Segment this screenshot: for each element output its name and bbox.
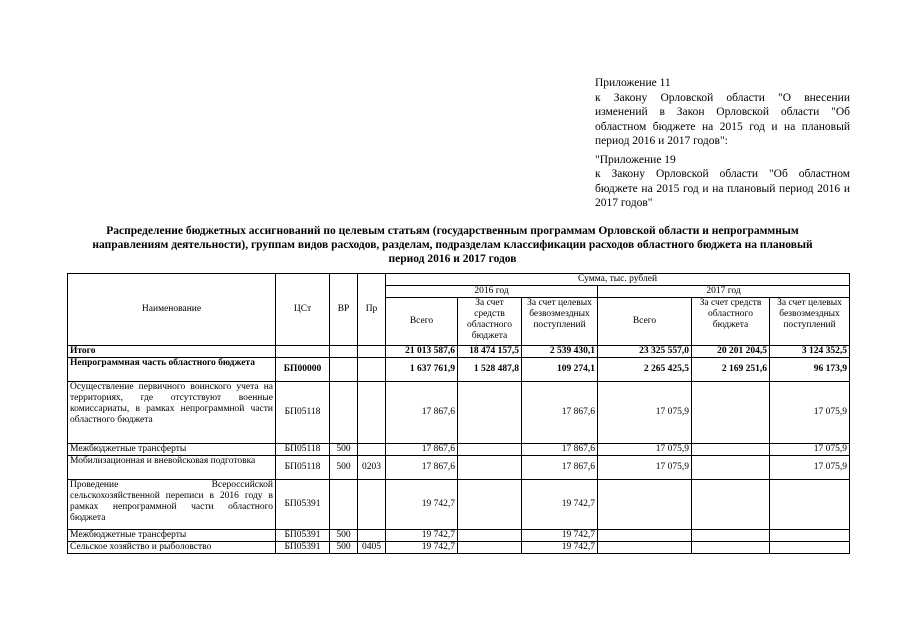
header-targeted-2016: За счет целевых безвозмездных поступлений (522, 298, 598, 346)
row-own-2016 (458, 530, 522, 542)
header-row-1 (68, 274, 850, 286)
header-year-2016: 2016 год (386, 286, 598, 298)
row-own-2016 (458, 480, 522, 530)
row-targeted-2016: 2 539 430,1 (522, 346, 598, 358)
row-name: Непрограммная часть областного бюджета (68, 358, 276, 382)
row-own-2017 (692, 480, 770, 530)
table-row-nonprogram (68, 358, 850, 382)
row-targeted-2017 (770, 480, 850, 530)
appendix-number: Приложение 11 (595, 77, 671, 89)
row-own-2016 (458, 542, 522, 554)
row-vr: 500 (330, 542, 358, 554)
row-targeted-2017 (770, 530, 850, 542)
row-vr: 500 (330, 530, 358, 542)
table-row-agricultural-census (68, 480, 850, 530)
row-pr (358, 382, 386, 444)
budget-table (67, 273, 850, 554)
row-total-2016: 1 637 761,9 (386, 358, 458, 382)
row-total-2016: 17 867,6 (386, 444, 458, 456)
row-targeted-2016: 17 867,6 (522, 444, 598, 456)
row-name: Межбюджетные трансферты (68, 530, 276, 542)
row-total-2016: 17 867,6 (386, 456, 458, 480)
header-year-2017: 2017 год (598, 286, 850, 298)
row-own-2017: 2 169 251,6 (692, 358, 770, 382)
row-targeted-2016: 19 742,7 (522, 480, 598, 530)
row-total-2016: 19 742,7 (386, 480, 458, 530)
row-cst: БП05118 (276, 444, 330, 456)
row-vr (330, 346, 358, 358)
row-pr: 0203 (358, 456, 386, 480)
row-own-2017 (692, 382, 770, 444)
row-name: Межбюджетные трансферты (68, 444, 276, 456)
row-own-2016: 18 474 157,5 (458, 346, 522, 358)
table-row-agriculture-fishing (68, 542, 850, 554)
appendix-original-number: "Приложение 19 (595, 153, 676, 166)
header-name: Наименование (68, 274, 276, 346)
row-own-2016 (458, 456, 522, 480)
header-total-2017: Всего (598, 298, 692, 346)
table-row-transfers-1 (68, 444, 850, 456)
row-own-2017 (692, 530, 770, 542)
header-cst: ЦСт (276, 274, 330, 346)
row-own-2017 (692, 456, 770, 480)
row-name: Проведение Всероссийской сельскохозяйственной переписи в 2016 году в рамках непрограммной части областного бюджета (68, 480, 276, 530)
row-own-2017 (692, 444, 770, 456)
row-pr (358, 358, 386, 382)
row-targeted-2016: 19 742,7 (522, 542, 598, 554)
row-total-2017 (598, 480, 692, 530)
row-targeted-2017 (770, 542, 850, 554)
row-total-2017 (598, 542, 692, 554)
appendix-original-reference: к Закону Орловской области "Об областном бюджете на 2015 год и на плановый период 2016 и 2017 годов" (595, 168, 850, 209)
row-vr: 500 (330, 456, 358, 480)
row-total-2017: 17 075,9 (598, 382, 692, 444)
row-name: Мобилизационная и вневойсковая подготовка (68, 456, 276, 480)
row-name: Итого (68, 346, 276, 358)
row-targeted-2017: 96 173,9 (770, 358, 850, 382)
header-own-2016: За счет средств областного бюджета (458, 298, 522, 346)
row-total-2017: 23 325 557,0 (598, 346, 692, 358)
row-name: Осуществление первичного воинского учета на территориях, где отсутствуют военные комиссариаты, в рамках непрограммной части областного бюджета (68, 382, 276, 444)
row-targeted-2017: 17 075,9 (770, 456, 850, 480)
row-cst: БП05391 (276, 542, 330, 554)
appendix-block (595, 76, 850, 211)
row-pr (358, 346, 386, 358)
table-row-military-registration (68, 382, 850, 444)
appendix-law-reference: к Закону Орловской области "О внесении изменений в Закон Орловской области "Об областном бюджете на 2015 год и на плановый период 2016 и 2017 годов": (595, 91, 850, 147)
row-cst: БП00000 (276, 358, 330, 382)
header-vr: ВР (330, 274, 358, 346)
row-own-2017 (692, 542, 770, 554)
row-total-2016: 19 742,7 (386, 542, 458, 554)
row-vr (330, 358, 358, 382)
row-total-2016: 17 867,6 (386, 382, 458, 444)
row-total-2016: 21 013 587,6 (386, 346, 458, 358)
row-targeted-2016: 109 274,1 (522, 358, 598, 382)
row-own-2016 (458, 382, 522, 444)
row-cst: БП05391 (276, 480, 330, 530)
row-pr (358, 444, 386, 456)
row-cst: БП05118 (276, 456, 330, 480)
row-total-2017: 2 265 425,5 (598, 358, 692, 382)
row-targeted-2017: 17 075,9 (770, 444, 850, 456)
row-pr (358, 480, 386, 530)
table-row-transfers-2 (68, 530, 850, 542)
row-total-2017 (598, 530, 692, 542)
row-targeted-2016: 19 742,7 (522, 530, 598, 542)
row-total-2017: 17 075,9 (598, 444, 692, 456)
table-row-total (68, 346, 850, 358)
row-vr: 500 (330, 444, 358, 456)
header-own-2017: За счет средств областного бюджета (692, 298, 770, 346)
row-pr: 0405 (358, 542, 386, 554)
row-cst: БП05391 (276, 530, 330, 542)
row-pr (358, 530, 386, 542)
row-targeted-2017: 3 124 352,5 (770, 346, 850, 358)
row-own-2016: 1 528 487,8 (458, 358, 522, 382)
row-total-2016: 19 742,7 (386, 530, 458, 542)
header-sum: Сумма, тыс. рублей (386, 274, 850, 286)
row-targeted-2017: 17 075,9 (770, 382, 850, 444)
row-targeted-2016: 17 867,6 (522, 456, 598, 480)
header-pr: Пр (358, 274, 386, 346)
row-targeted-2016: 17 867,6 (522, 382, 598, 444)
header-targeted-2017: За счет целевых безвозмездных поступлений (770, 298, 850, 346)
row-own-2016 (458, 444, 522, 456)
row-name: Сельское хозяйство и рыболовство (68, 542, 276, 554)
row-vr (330, 480, 358, 530)
row-vr (330, 382, 358, 444)
header-total-2016: Всего (386, 298, 458, 346)
row-cst (276, 346, 330, 358)
row-own-2017: 20 201 204,5 (692, 346, 770, 358)
row-total-2017: 17 075,9 (598, 456, 692, 480)
row-cst: БП05118 (276, 382, 330, 444)
document-title: Распределение бюджетных ассигнований по целевым статьям (государственным программам Орловской области и непрограммным направлениям деятельности), группам видов расходов, разделам, подразделам классификации расходов областного бюджета на плановый период 2016 и 2017 годов (92, 225, 813, 265)
table-row-mobilization (68, 456, 850, 480)
